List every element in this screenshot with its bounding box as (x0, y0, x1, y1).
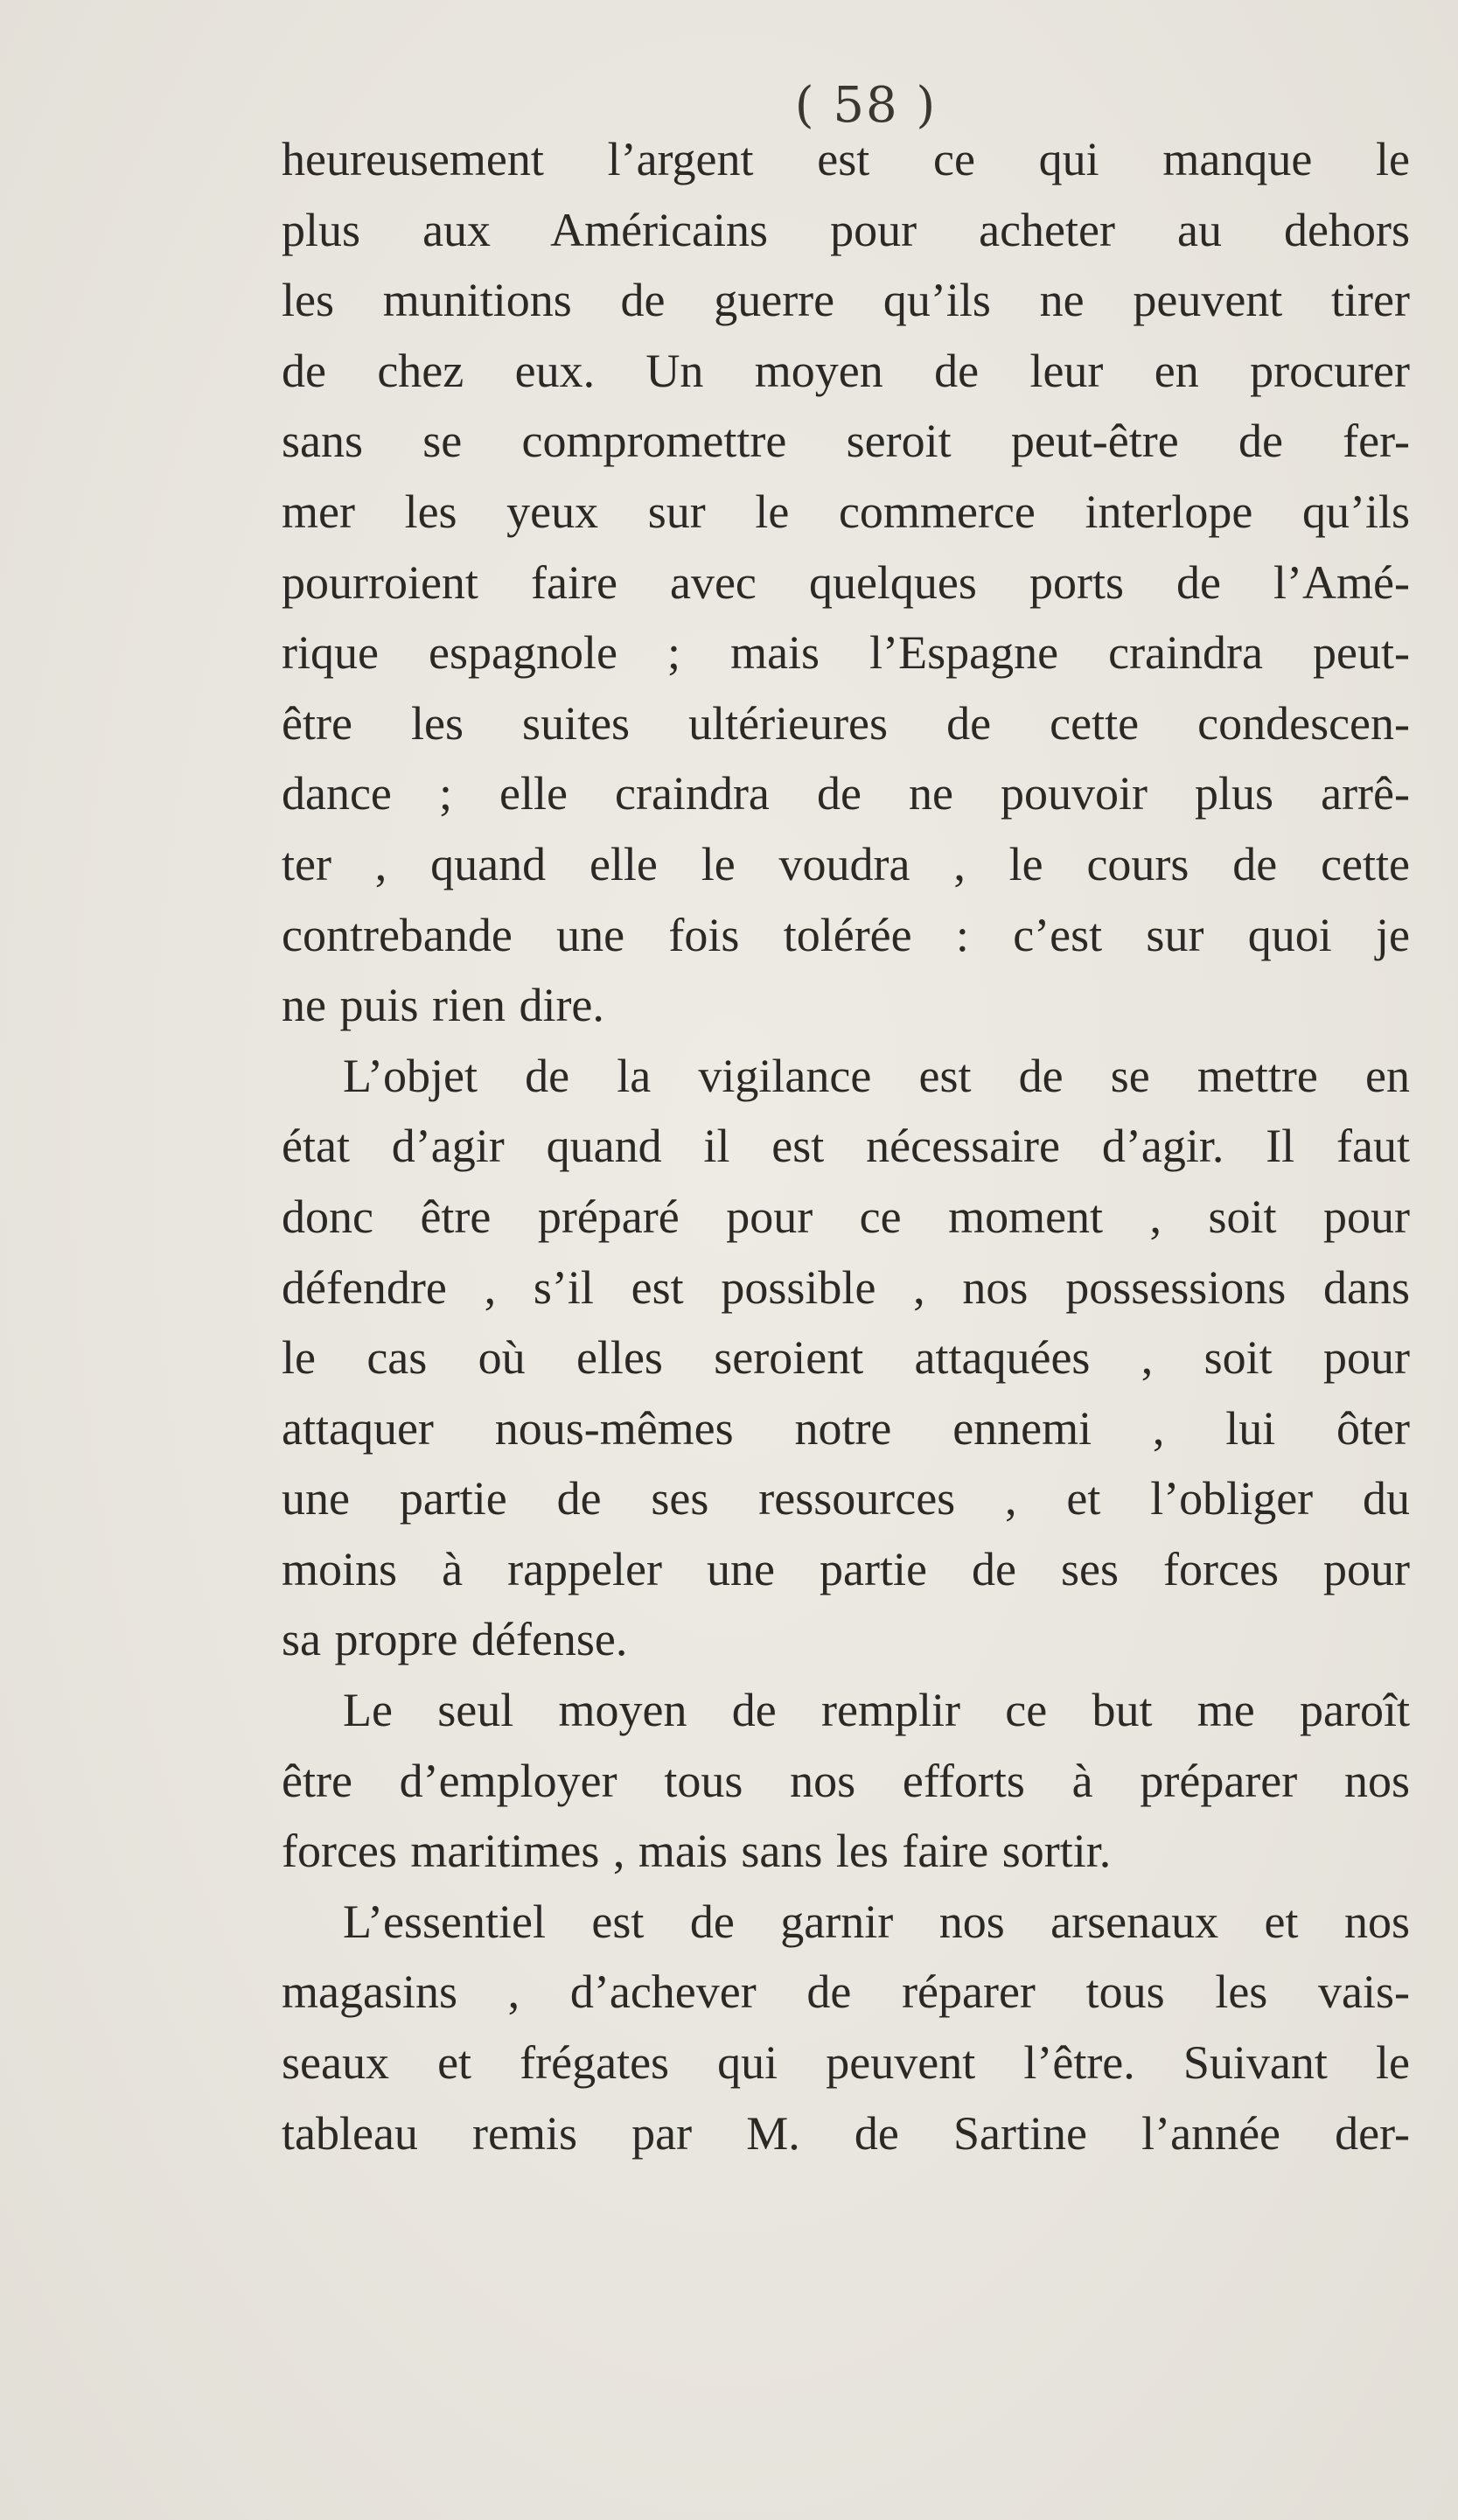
text-line: plus aux Américains pour acheter au dehors (282, 203, 1410, 256)
text-line: moins à rappeler une partie de ses forces pour (282, 1542, 1410, 1595)
text-line: contrebande une fois tolérée : c’est sur quoi je (282, 908, 1410, 961)
text-line: Le seul moyen de remplir ce but me paroît (343, 1684, 1410, 1737)
text-line: attaquer nous-mêmes notre ennemi , lui ôter (282, 1401, 1410, 1455)
text-line: être les suites ultérieures de cette condescen- (282, 696, 1410, 750)
text-line: dance ; elle craindra de ne pouvoir plus arrê- (282, 767, 1410, 820)
text-line: ne puis rien dire. (282, 979, 604, 1032)
text-line: une partie de ses ressources , et l’obliger du (282, 1472, 1410, 1525)
text-line: rique espagnole ; mais l’Espagne craindra peut- (282, 626, 1410, 680)
text-line: mer les yeux sur le commerce interlope qu’ils (282, 485, 1410, 538)
text-line: défendre , s’il est possible , nos possessions dans (282, 1260, 1410, 1314)
text-line: L’essentiel est de garnir nos arsenaux et nos (343, 1895, 1410, 1948)
page-number: ( 58 ) (794, 77, 938, 134)
text-line: être d’employer tous nos efforts à préparer nos (282, 1754, 1410, 1807)
text-line: sa propre défense. (282, 1613, 628, 1666)
text-line: tableau remis par M. de Sartine l’année der- (282, 2106, 1410, 2160)
text-line: de chez eux. Un moyen de leur en procurer (282, 344, 1410, 397)
text-line: forces maritimes , mais sans les faire sortir. (282, 1825, 1112, 1878)
body-text (282, 124, 1410, 2168)
text-line: L’objet de la vigilance est de se mettre en (343, 1049, 1410, 1102)
text-line: les munitions de guerre qu’ils ne peuvent tirer (282, 274, 1410, 327)
text-line: heureusement l’argent est ce qui manque le (282, 133, 1410, 185)
text-line: magasins , d’achever de réparer tous les vais- (282, 1965, 1410, 2019)
text-line: le cas où elles seroient attaquées , soit pour (282, 1331, 1410, 1385)
text-line: donc être préparé pour ce moment , soit pour (282, 1190, 1410, 1243)
text-line: état d’agir quand il est nécessaire d’agir. Il faut (282, 1120, 1410, 1173)
text-line: ter , quand elle le voudra , le cours de cette (282, 837, 1410, 890)
text-line: pourroient faire avec quelques ports de l’Amé- (282, 555, 1410, 609)
text-line: seaux et frégates qui peuvent l’être. Suivant le (282, 2036, 1410, 2090)
text-line: sans se compromettre seroit peut-être de fer- (282, 415, 1410, 468)
